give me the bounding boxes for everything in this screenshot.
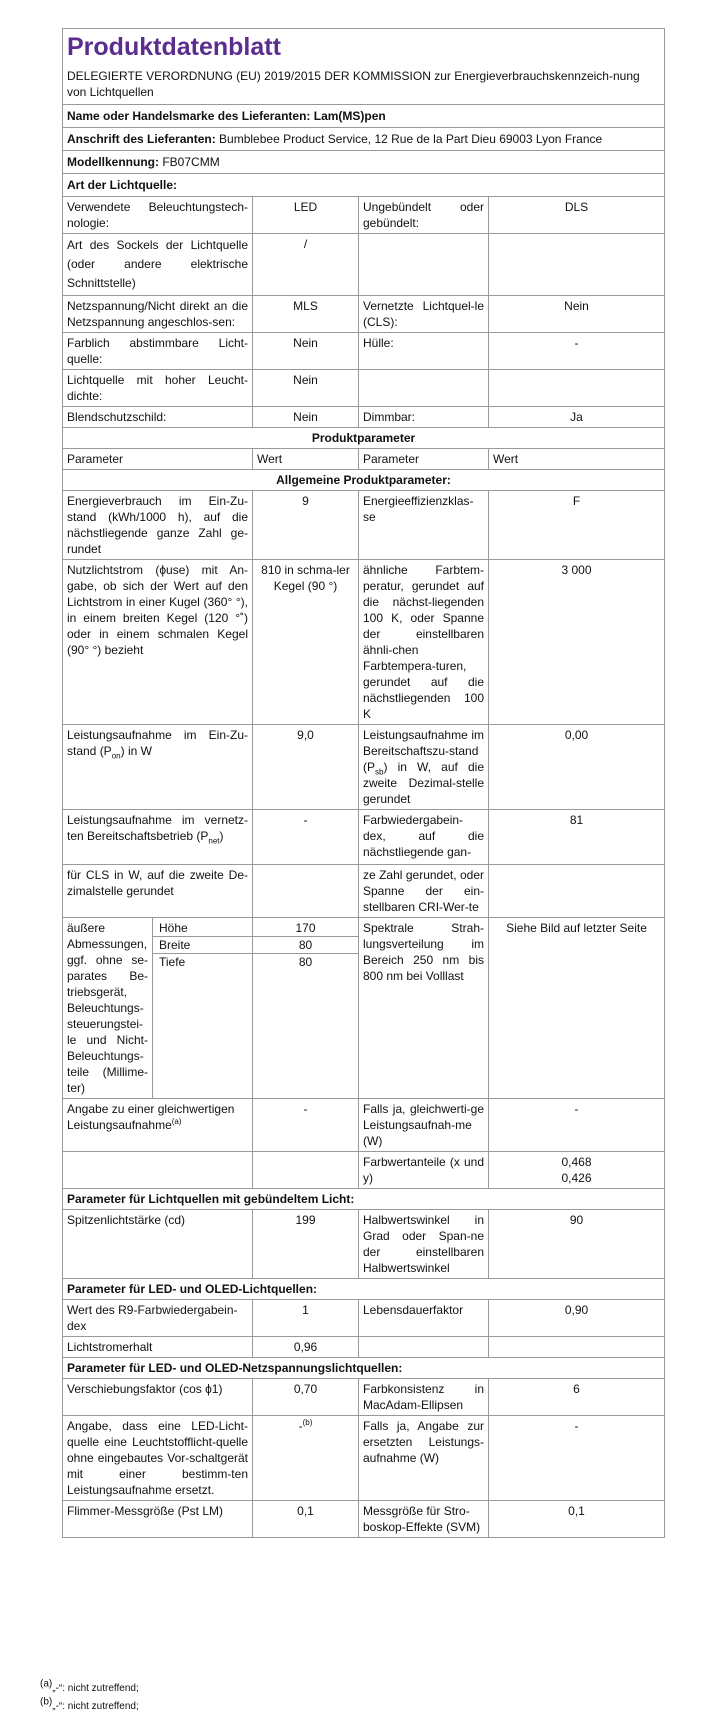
row-technology [63,197,665,234]
footnote-mark: (b) [40,1696,53,1708]
dimension-width-label: Breite [153,936,252,954]
label-text: ) in W [120,744,152,758]
param-value: Siehe Bild auf letzter Seite [489,918,665,1099]
model-id [63,151,665,174]
row-glare [63,407,665,428]
param-label: Farbkonsistenz in MacAdam-Ellipsen [359,1379,489,1416]
footnote-mark: (a) [40,1678,53,1690]
param-label: Verwendete Beleuchtungstech-nologie: [63,197,253,234]
label-text: ) in W, auf die zweite Dezimal-stelle gerundet [363,760,484,806]
param-label: Dimmbar: [359,407,489,428]
param-value: - [253,810,359,865]
param-label: Blendschutzschild: [63,407,253,428]
param-value: Ja [489,407,665,428]
footnote-ref: (a) [171,1117,182,1126]
param-label: Farbwiedergabein-dex, auf die nächstliegende gan- [359,810,489,865]
param-value: 9,0 [253,725,359,810]
param-value: / [253,234,359,296]
label-text: Leistungsaufnahme im Bereitschaftszu-stand (P [363,728,484,774]
row-peak-intensity [63,1210,665,1279]
row-r9 [63,1300,665,1337]
dimension-height-label: Höhe [159,921,188,935]
row-power-on [63,725,665,810]
param-value: Nein [253,370,359,407]
param-label [359,370,489,407]
mains-heading: Parameter für LED- und OLED-Netzspannungslichtquellen: [63,1358,665,1379]
param-label: Messgröße für Stro-boskop-Effekte (SVM) [359,1501,489,1538]
param-value: - [253,1099,359,1152]
model-value: FB07CMM [162,155,220,169]
label-text: Angabe zu einer gleichwertigen Leistungsaufnahme [67,1102,235,1132]
label-text: Leistungsaufnahme im Ein-Zu-stand (P [67,728,248,758]
param-label: Lichtstromerhalt [63,1337,253,1358]
chroma-x: 0,468 [561,1155,592,1169]
param-label: Verschiebungsfaktor (cos ϕ1) [63,1379,253,1416]
footnote-text: „-“: nicht zutreffend; [52,1701,139,1712]
param-label: Falls ja, Angabe zur ersetzten Leistungs-aufnahme (W) [359,1416,489,1501]
footnote-b [40,1698,139,1716]
param-value: 6 [489,1379,665,1416]
dimension-height-value: 170 [295,921,316,935]
param-label [359,725,489,810]
param-value: 0,90 [489,1300,665,1337]
param-label [359,234,489,296]
param-value [489,865,665,918]
model-label: Modellkennung: [67,155,159,169]
product-params-heading: Produktparameter [63,428,665,449]
row-mains [63,296,665,333]
param-value: 90 [489,1210,665,1279]
param-value [253,1152,359,1189]
param-value [489,234,665,296]
row-dimensions [63,918,665,1099]
dimension-depth-value: 80 [298,955,313,969]
param-label: für CLS in W, auf die zweite De-zimalstelle gerundet [63,865,253,918]
param-label: Flimmer-Messgröße (Pst LM) [63,1501,253,1538]
param-label [63,810,253,865]
row-maintenance [63,1337,665,1358]
column-header-row [63,449,665,470]
page-title: Produktdatenblatt [63,29,665,67]
label-text: ) [219,829,224,843]
param-label: Spitzenlichtstärke (cd) [63,1210,253,1279]
general-params-heading: Allgemeine Produktparameter: [63,470,665,491]
param-value: 199 [253,1210,359,1279]
param-value: 0,96 [253,1337,359,1358]
led-heading: Parameter für LED- und OLED-Lichtquellen: [63,1279,665,1300]
param-value [489,1337,665,1358]
param-value: 0,1 [489,1501,665,1538]
row-flux [63,560,665,725]
footnote-text: „-“: nicht zutreffend; [52,1683,139,1694]
row-power-net-continued [63,865,665,918]
param-label: Energieeffizienzklas-se [359,491,489,560]
param-value: 0,1 [253,1501,359,1538]
light-source-type-heading: Art der Lichtquelle: [63,174,665,197]
param-label: Wert des R9-Farbwiedergabein-dex [63,1300,253,1337]
param-value: MLS [253,296,359,333]
supplier-address-label: Anschrift des Lieferanten: [67,132,216,146]
dimensions-label: äußere Abmessungen, ggf. ohne se-parates Be-triebsgerät, Beleuchtungs-steuerungstei-le und Nicht-Beleuchtungs-teile (Millime-ter) [63,918,153,1099]
dimension-width-value: 80 [253,936,358,954]
param-label [63,1099,253,1152]
param-label: ze Zahl gerundet, oder Spanne der ein-stellbaren CRI-Wer-te [359,865,489,918]
param-value: 0,70 [253,1379,359,1416]
row-equivalent-power [63,1099,665,1152]
param-label: Farbwertanteile (x und y) [359,1152,489,1189]
param-label [359,1337,489,1358]
param-value: - [489,1416,665,1501]
param-value: 0,00 [489,725,665,810]
param-label [63,1152,253,1189]
param-value [253,1416,359,1501]
dimension-values [253,918,359,1099]
param-label: Art des Sockels der Lichtquelle (oder andere elektrische Schnittstelle) [63,234,253,296]
dimension-depth-label: Tiefe [159,955,186,969]
row-socket [63,234,665,296]
param-value: - [489,333,665,370]
supplier-address [63,128,665,151]
row-energy [63,491,665,560]
col-header: Wert [253,449,359,470]
param-value: - [489,1099,665,1152]
product-datasheet [62,28,664,1538]
supplier-name: Name oder Handelsmarke des Lieferanten: Lam(MS)pen [63,105,665,128]
regulation-subtitle: DELEGIERTE VERORDNUNG (EU) 2019/2015 DER KOMMISSION zur Energieverbrauchskennzeich-nung von Lichtquellen [63,66,665,105]
supplier-address-value: Bumblebee Product Service, 12 Rue de la Part Dieu 69003 Lyon France [219,132,603,146]
row-high-luminance [63,370,665,407]
param-value: 810 in schma-ler Kegel (90 °) [253,560,359,725]
row-flicker [63,1501,665,1538]
param-value: 81 [489,810,665,865]
col-header: Parameter [359,449,489,470]
param-value: F [489,491,665,560]
value-text: - [298,1419,303,1433]
label-text: Leistungsaufnahme im vernetz-ten Bereitschaftsbetrieb (P [67,813,248,843]
label-subscript: sb [375,767,384,777]
param-value: LED [253,197,359,234]
chroma-y: 0,426 [561,1171,592,1185]
param-label: Netzspannung/Nicht direkt an die Netzspannung angeschlos-sen: [63,296,253,333]
param-label: Nutzlichtstrom (ϕuse) mit An-gabe, ob sich der Wert auf den Lichtstrom in einer Kugel (360° °), in einem breiten Kegel (120 °˚) oder in einem schmalen Kegel (90° °) bezieht [63,560,253,725]
label-subscript: on [111,751,121,761]
param-label: Halbwertswinkel in Grad oder Span-ne der einstellbaren Halbwertswinkel [359,1210,489,1279]
datasheet-table [62,28,665,1538]
param-label: ähnliche Farbtem-peratur, gerundet auf die nächst-liegenden 100 K, oder Spanne der einstellbaren ähnli-chen Farbtempera-turen, gerundet auf die nächstliegenden 100 K [359,560,489,725]
param-value [489,1152,665,1189]
param-value [253,865,359,918]
param-value [489,370,665,407]
param-value: 1 [253,1300,359,1337]
footnote-ref: (b) [302,1418,313,1427]
footnote-a [40,1680,139,1698]
param-value: Nein [253,333,359,370]
param-value: Nein [489,296,665,333]
footnotes [40,1680,139,1716]
param-label: Farblich abstimmbare Licht-quelle: [63,333,253,370]
col-header: Wert [489,449,665,470]
col-header: Parameter [63,449,253,470]
param-value: 3 000 [489,560,665,725]
row-power-net [63,810,665,865]
param-label: Falls ja, gleichwerti-ge Leistungsaufnah-me (W) [359,1099,489,1152]
param-label: Lichtquelle mit hoher Leucht-dichte: [63,370,253,407]
row-chromaticity [63,1152,665,1189]
param-label: Hülle: [359,333,489,370]
param-value: 9 [253,491,359,560]
label-subscript: net [208,836,220,846]
param-label: Vernetzte Lichtquel-le (CLS): [359,296,489,333]
param-label: Lebensdauerfaktor [359,1300,489,1337]
param-label: Ungebündelt oder gebündelt: [359,197,489,234]
param-value: DLS [489,197,665,234]
param-label: Energieverbrauch im Ein-Zu-stand (kWh/1000 h), auf die nächstliegende ganze Zahl ge-rundet [63,491,253,560]
row-shift-factor [63,1379,665,1416]
row-replacement [63,1416,665,1501]
row-tunable [63,333,665,370]
param-label: Spektrale Strah-lungsverteilung im Bereich 250 nm bis 800 nm bei Volllast [359,918,489,1099]
param-label [63,725,253,810]
dimension-names [153,918,253,1099]
param-label: Angabe, dass eine LED-Licht-quelle eine Leuchtstofflicht-quelle ohne eingebautes Vor-schaltgerät mit einer bestimm-ten Leistungsaufnahme ersetzt. [63,1416,253,1501]
directional-heading: Parameter für Lichtquellen mit gebündeltem Licht: [63,1189,665,1210]
param-value: Nein [253,407,359,428]
